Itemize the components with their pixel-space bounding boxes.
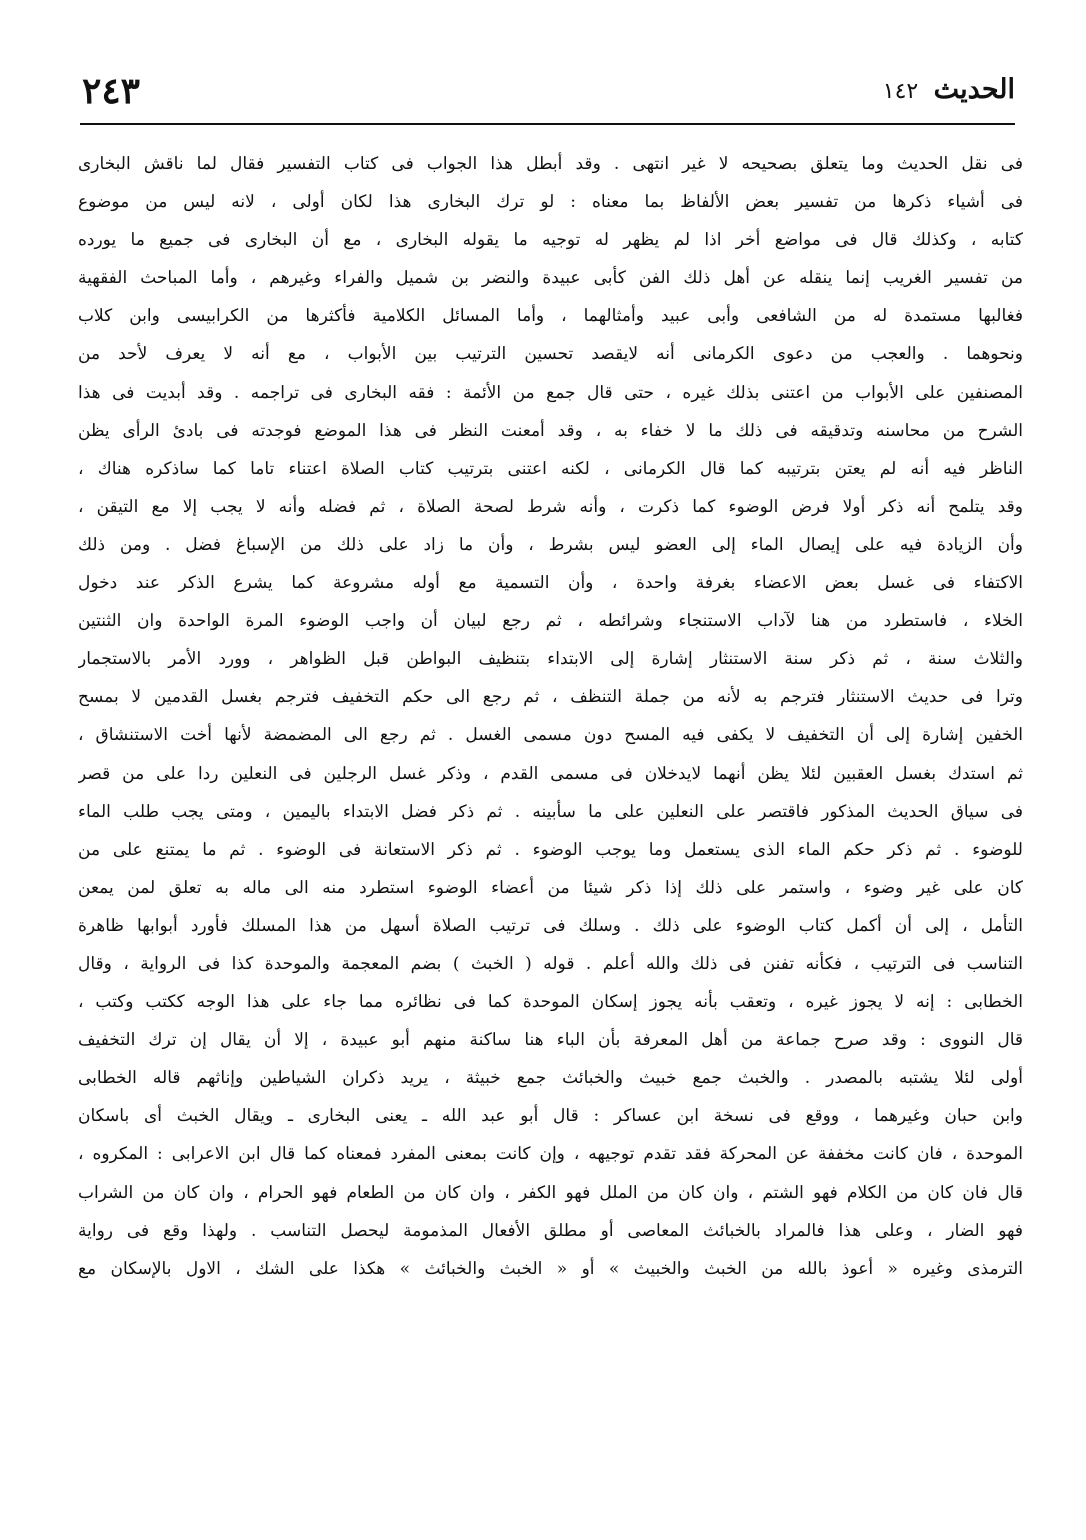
text-line: فى أشياء ذكرها من تفسير بعض الألفاظ بما معناه : لو ترك البخارى هذا لكان أولى ، لانه ليس من موضوع — [78, 192, 1023, 213]
text-line: قال النووى : وقد صرح جماعة من أهل المعرفة بأن الباء هنا ساكنة منهم أبو عبيدة ، إلا أن يقال إن ترك التخفيف — [78, 1030, 1023, 1051]
text-line: الاكتفاء فى غسل بعض الاعضاء بغرفة واحدة ، وأن التسمية مع أوله مشروعة كما يشرع الذكر عند دخول — [78, 573, 1023, 594]
hadith-number: ١٤٢ — [882, 79, 919, 104]
header-rule — [80, 123, 1015, 125]
text-line: ونحوهما . والعجب من دعوى الكرمانى أنه لايقصد تحسين الترتيب بين الأبواب ، مع أنه لا يعرف لأحد من — [78, 344, 1023, 365]
text-line: الخطابى : إنه لا يجوز غيره ، وتعقب بأنه يجوز إسكان الموحدة كما فى نظائره مما جاء على هذا الوجه ككتب وكتب ، — [78, 992, 1023, 1013]
text-line: والثلاث سنة ، ثم ذكر سنة الاستنثار إشارة إلى الابتداء بتنظيف البواطن قبل الظواهر ، وورد الأمر بالاستجمار — [78, 649, 1023, 670]
running-head — [883, 74, 1015, 105]
text-line: فى سياق الحديث المذكور فاقتصر على النعلين على ما سأبينه . ثم ذكر فضل الابتداء باليمين ، ومتى يجب طلب الماء — [78, 801, 1023, 822]
text-line: فهو الضار ، وعلى هذا فالمراد بالخبائث المعاصى أو مطلق الأفعال المذمومة ليحصل التناسب . ولهذا وقع فى رواية — [78, 1220, 1023, 1241]
text-line: ثم استدك بغسل العقبين لئلا يظن أنهما لايدخلان فى مسمى القدم ، وذكر غسل الرجلين فى النعلين ردا على من قصر — [78, 763, 1023, 784]
text-line: أولى لئلا يشتبه بالمصدر . والخبث جمع خبيث والخبائث جمع خبيثة ، يريد ذكران الشياطين وإناثهم قاله الخطابى — [78, 1068, 1023, 1089]
body-text — [78, 145, 1023, 1288]
text-line: الخلاء ، فاستطرد من هنا لآداب الاستنجاء وشرائطه ، ثم رجع لبيان أن واجب الوضوء المرة الواحدة وان الثنتين — [78, 611, 1023, 632]
text-line: الترمذى وغيره « أعوذ بالله من الخبث والخبيث » أو « الخبث والخبائث » هكذا على الشك ، الاول بالإسكان مع — [78, 1258, 1023, 1279]
text-line: الناظر فيه أنه لم يعتن بترتيبه كما قال الكرمانى ، لكنه اعتنى بترتيب كتاب الصلاة اعتناء تاما كما ساذكره هناك ، — [78, 458, 1023, 479]
text-line: المصنفين على الأبواب من اعتنى بذلك غيره ، حتى قال جمع من الأئمة : فقه البخارى فى تراجمه . وقد أبديت فى هذا — [78, 382, 1023, 403]
text-line: الموحدة ، فان كانت مخففة عن المحركة فقد تقدم توجيهه ، وإن كانت بمعنى المفرد فمعناه كما قال ابن الاعرابى : المكروه ، — [78, 1144, 1023, 1165]
hadith-label: الحديث — [933, 74, 1015, 105]
text-line: التناسب فى الترتيب ، فكأنه تفنن فى ذلك والله أعلم . قوله ( الخبث ) بضم المعجمة والموحدة كذا فى الرواية ، وقال — [78, 953, 1023, 974]
text-line: وترا فى حديث الاستنثار فترجم به لأنه من جملة التنظف ، ثم رجع الى حكم التخفيف فترجم بغسل القدمين لا بمسح — [78, 687, 1023, 708]
text-line: كان على غير وضوء ، واستمر على ذلك إذا ذكر شيئا من أعضاء الوضوء استطرد منه الى ماله به تعلق لمن يمعن — [78, 877, 1023, 898]
text-line: كتابه ، وكذلك قال فى مواضع أخر اذا لم يظهر له توجيه ما يقوله البخارى ، مع أن البخارى فى جميع ما يورده — [78, 230, 1023, 251]
text-line: فغالبها مستمدة له من الشافعى وأبى عبيد وأمثالهما ، وأما المسائل الكلامية فأكثرها من الكرابيسى وابن كلاب — [78, 306, 1023, 327]
text-line: الشرح من محاسنه وتدقيقه فى ذلك ما لا خفاء به ، وقد أمعنت النظر فى هذا الموضع فوجدته فى بادئ الرأى يظن — [78, 420, 1023, 441]
text-line: فى نقل الحديث وما يتعلق بصحيحه لا غير انتهى . وقد أبطل هذا الجواب فى كتاب التفسير فقال لما ناقش البخارى — [78, 154, 1023, 174]
text-line: وقد يتلمح أنه ذكر أولا فرض الوضوء كما ذكرت ، وأنه شرط لصحة الصلاة ، ثم فضله وأنه لا يجب إلا مع التيقن ، — [78, 496, 1023, 517]
text-line: التأمل ، إلى أن أكمل كتاب الوضوء على ذلك . وسلك فى ترتيب الصلاة أسهل من هذا المسلك فأورد أبوابها ظاهرة — [78, 915, 1023, 936]
text-line: وابن حبان وغيرهما ، ووقع فى نسخة ابن عساكر : قال أبو عبد الله ـ يعنى البخارى ـ ويقال الخبث أى باسكان — [78, 1106, 1023, 1127]
text-line: للوضوء . ثم ذكر حكم الماء الذى يستعمل وما يوجب الوضوء . ثم ذكر الاستعانة فى الوضوء . ثم ما يمتنع على من — [78, 839, 1023, 860]
text-line: وأن الزيادة فيه على إيصال الماء إلى العضو ليس بشرط ، وأن ما زاد على ذلك من الإسباغ فضل . ومن ذلك — [78, 534, 1023, 555]
text-line: من تفسير الغريب إنما ينقله عن أهل ذلك الفن كأبى عبيدة والنضر بن شميل والفراء وغيرهم ، وأما المباحث الفقهية — [78, 268, 1023, 289]
page-number: ٢٤٣ — [82, 70, 141, 112]
page-header — [70, 70, 1015, 122]
text-line: قال فان كان من الكلام فهو الشتم ، وان كان من الملل فهو الكفر ، وان كان من الطعام فهو الحرام ، وان كان من الشراب — [78, 1182, 1023, 1203]
text-line: الخفين إشارة إلى أن التخفيف لا يكفى فيه المسح دون مسمى الغسل . ثم رجع الى المضمضة لأنها أخت الاستنشاق ، — [78, 725, 1023, 746]
